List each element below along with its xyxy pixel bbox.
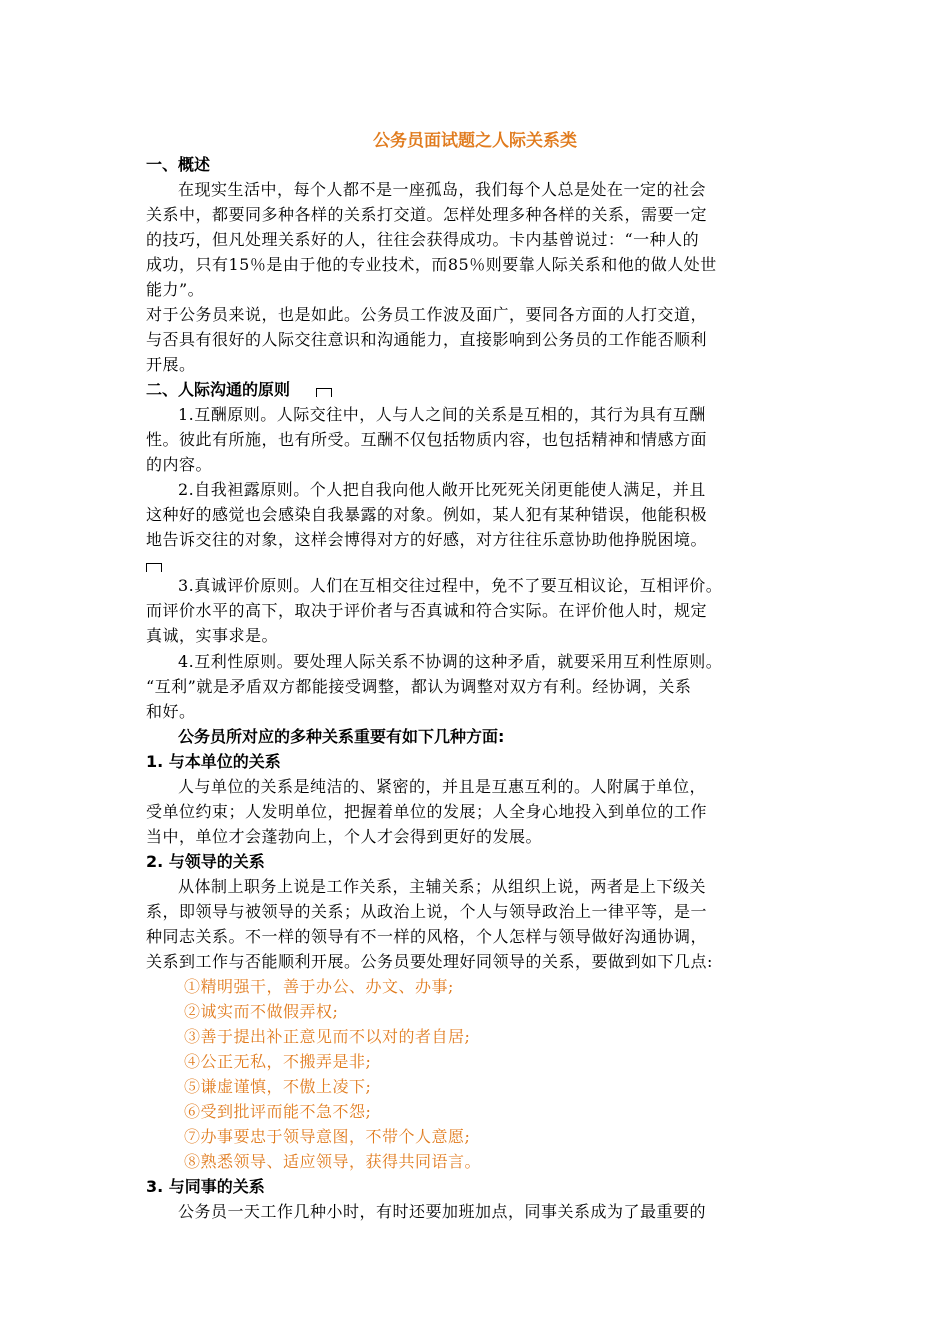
paragraph-line: 种同志关系。不一样的领导有不一样的风格，个人怎样与领导做好沟通协调，: [146, 927, 708, 946]
paragraph-line: 这种好的感觉也会感染自我暴露的对象。例如，某人犯有某种错误，他能积极: [146, 505, 708, 524]
paragraph-line: 2.自我袒露原则。个人把自我向他人敞开比死死关闭更能使人满足，并且: [178, 480, 706, 499]
list-item: ⑦办事要忠于领导意图，不带个人意愿;: [184, 1127, 471, 1146]
paragraph-line: 系，即领导与被领导的关系；从政治上说，个人与领导政治上一律平等，是一: [146, 902, 708, 921]
paragraph-line: “互利”就是矛盾双方都能接受调整，都认为调整对双方有利。经协调，关系: [146, 677, 692, 696]
paragraph-line: 公务员一天工作几种小时，有时还要加班加点，同事关系成为了最重要的: [178, 1202, 707, 1221]
paragraph-line: 关系到工作与否能顺利开展。公务员要处理好同领导的关系，要做到如下几点:: [146, 952, 713, 971]
paragraph-line: 真诚，实事求是。: [146, 626, 279, 645]
heading-unit-relation: 1. 与本单位的关系: [146, 752, 281, 771]
paragraph-line: 能力”。: [146, 280, 205, 299]
document-title: 公务员面试题之人际关系类: [373, 131, 577, 151]
list-item: ④公正无私，不搬弄是非;: [184, 1052, 372, 1071]
heading-colleague-relation: 3. 与同事的关系: [146, 1177, 265, 1196]
list-item: ⑥受到批评而能不急不怨;: [184, 1102, 372, 1121]
paragraph-line: 对于公务员来说，也是如此。公务员工作波及面广，要同各方面的人打交道，: [146, 305, 708, 324]
paragraph-line: 3.真诚评价原则。人们在互相交往过程中，免不了要互相议论，互相评价。: [178, 576, 723, 595]
paragraph-line: 1.互酬原则。人际交往中，人与人之间的关系是互相的，其行为具有互酬: [178, 405, 706, 424]
heading-overview: 一、概述: [146, 155, 211, 174]
heading-principles: 二、人际沟通的原则: [146, 380, 291, 399]
list-item: ③善于提出补正意见而不以对的者自居;: [184, 1027, 471, 1046]
bracket-mark: [316, 388, 332, 397]
paragraph-line: 的内容。: [146, 455, 213, 474]
list-item: ⑧熟悉领导、适应领导，获得共同语言。: [184, 1152, 482, 1171]
paragraph-line: 在现实生活中，每个人都不是一座孤岛，我们每个人总是处在一定的社会: [178, 180, 707, 199]
paragraph-line: 当中，单位才会蓬勃向上，个人才会得到更好的发展。: [146, 827, 543, 846]
paragraph-line: 成功，只有15％是由于他的专业技术，而85％则要靠人际关系和他的做人处世: [146, 255, 717, 274]
paragraph-line: 从体制上职务上说是工作关系，主辅关系；从组织上说，两者是上下级关: [178, 877, 707, 896]
heading-leader-relation: 2. 与领导的关系: [146, 852, 265, 871]
paragraph-line: 性。彼此有所施，也有所受。互酬不仅包括物质内容，也包括精神和情感方面: [146, 430, 708, 449]
paragraph-line: 和好。: [146, 702, 196, 721]
list-item: ⑤谦虚谨慎，不傲上凌下;: [184, 1077, 372, 1096]
paragraph-line: 人与单位的关系是纯洁的、紧密的，并且是互惠互利的。人附属于单位，: [178, 777, 707, 796]
paragraph-line: 开展。: [146, 355, 196, 374]
paragraph-line: 而评价水平的高下，取决于评价者与否真诚和符合实际。在评价他人时，规定: [146, 601, 708, 620]
bracket-mark: [146, 563, 162, 572]
list-item: ②诚实而不做假弄权;: [184, 1002, 339, 1021]
paragraph-line: 受单位约束；人发明单位，把握着单位的发展；人全身心地投入到单位的工作: [146, 802, 708, 821]
heading-relations: 公务员所对应的多种关系重要有如下几种方面:: [178, 727, 505, 746]
paragraph-line: 地告诉交往的对象，这样会博得对方的好感，对方往往乐意协助他挣脱困境。: [146, 530, 708, 549]
paragraph-line: 的技巧，但凡处理关系好的人，往往会获得成功。卡内基曾说过：“一种人的: [146, 230, 700, 249]
paragraph-line: 4.互利性原则。要处理人际关系不协调的这种矛盾，就要采用互利性原则。: [178, 652, 723, 671]
paragraph-line: 与否具有很好的人际交往意识和沟通能力，直接影响到公务员的工作能否顺利: [146, 330, 708, 349]
list-item: ①精明强干，善于办公、办文、办事;: [184, 977, 454, 996]
paragraph-line: 关系中，都要同多种各样的关系打交道。怎样处理多种各样的关系，需要一定: [146, 205, 708, 224]
